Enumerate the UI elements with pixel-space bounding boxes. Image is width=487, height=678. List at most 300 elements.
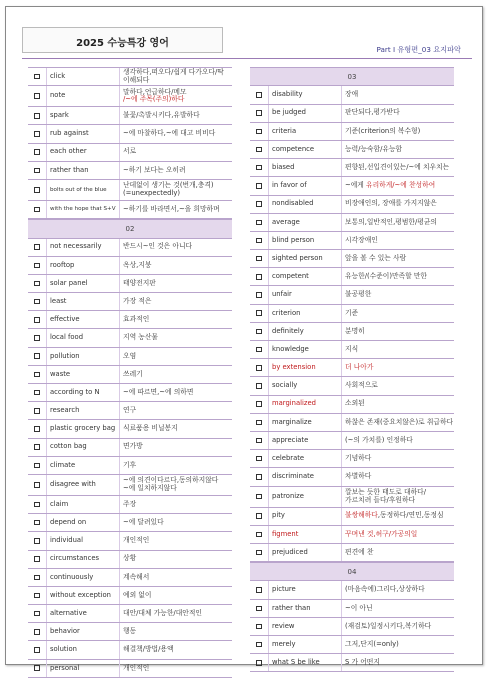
meaning-text — [123, 182, 214, 197]
meaning-line: ~에 마찰하다,~에 대고 비비다 — [123, 129, 216, 138]
meaning-line: ~에 달려있다 — [123, 518, 164, 526]
meaning-text — [123, 112, 200, 119]
meaning-line: 보통의,일반적인,평범한/평균의 — [345, 217, 437, 226]
meaning-text — [345, 182, 435, 189]
vocab-row — [250, 214, 454, 232]
meaning-text — [123, 407, 136, 414]
checkbox-icon — [256, 274, 262, 280]
checkbox-cell — [250, 196, 269, 213]
meaning-text — [345, 512, 444, 519]
english-term: review — [269, 618, 342, 635]
meaning-text — [123, 280, 156, 287]
checkbox-icon — [34, 520, 40, 526]
meaning-line: ~에 따르면,~에 의하면 — [123, 387, 194, 396]
meaning-text — [345, 109, 400, 116]
korean-meaning — [342, 544, 454, 561]
meaning-text — [345, 219, 437, 226]
meaning-line: 반드시~인 것은 아니다 — [123, 242, 193, 251]
meaning-line: 기후 — [123, 460, 137, 469]
english-term: competent — [269, 268, 342, 285]
korean-meaning — [120, 201, 232, 218]
checkbox-cell — [28, 125, 47, 142]
checkbox-cell — [28, 275, 47, 292]
checkbox-cell — [28, 496, 47, 513]
checkbox-cell — [28, 107, 47, 124]
checkbox-cell — [28, 366, 47, 383]
english-term: competence — [269, 141, 342, 158]
meaning-line: 옥상,지붕 — [123, 260, 152, 269]
meaning-line: 하찮은 존재(중요치않은)로 취급하다 — [345, 417, 454, 426]
checkbox-cell — [250, 232, 269, 249]
section-header: 04 — [250, 562, 454, 581]
meaning-line: (재검토)일정시키다,복기하다 — [345, 621, 432, 630]
meaning-text — [123, 592, 151, 599]
english-term: discriminate — [269, 468, 342, 485]
checkbox-icon — [34, 665, 40, 671]
checkbox-cell — [28, 514, 47, 531]
english-term: biased — [269, 159, 342, 176]
vocab-row — [250, 377, 454, 395]
english-term: definitely — [269, 323, 342, 340]
meaning-text — [345, 364, 373, 371]
meaning-line: 예외 없이 — [123, 590, 152, 599]
meaning-line: 시각장애인 — [345, 235, 378, 244]
english-term: appreciate — [269, 432, 342, 449]
english-term: research — [47, 402, 120, 419]
english-term: note — [47, 86, 120, 106]
english-term: patronize — [269, 487, 342, 507]
english-term: rather than — [269, 600, 342, 617]
meaning-text — [123, 243, 192, 250]
korean-meaning — [120, 125, 232, 142]
meaning-text — [123, 555, 136, 562]
korean-meaning — [120, 439, 232, 456]
checkbox-icon — [256, 624, 262, 630]
korean-meaning — [342, 636, 454, 653]
checkbox-cell — [28, 144, 47, 161]
english-term: pollution — [47, 348, 120, 365]
korean-meaning — [120, 293, 232, 310]
meaning-line: 해결책/방법/용액 — [123, 645, 174, 654]
meaning-prefix: ~에게 — [345, 181, 366, 190]
meaning-line: 가장 적은 — [123, 296, 152, 305]
meaning-line: (=unexpectedly) — [123, 188, 181, 197]
meaning-text — [123, 334, 158, 341]
korean-meaning — [120, 239, 232, 256]
page-title: 2025 수능특강 영어 — [76, 38, 169, 49]
checkbox-cell — [250, 141, 269, 158]
meaning-text — [123, 89, 187, 104]
korean-meaning — [342, 86, 454, 103]
korean-meaning — [120, 496, 232, 513]
english-term: each other — [47, 144, 120, 161]
vocab-row — [250, 123, 454, 141]
meaning-text — [345, 489, 426, 504]
meaning-line: 기준 — [345, 308, 359, 317]
meaning-line: 말하다,언급하다/메모 — [123, 87, 187, 96]
meaning-line: 비장애인의, 장애를 가지지않은 — [345, 199, 437, 208]
checkbox-cell — [28, 475, 47, 495]
korean-meaning — [342, 508, 454, 525]
checkbox-icon — [34, 444, 40, 450]
english-term: disability — [269, 86, 342, 103]
korean-meaning — [342, 581, 454, 598]
meaning-line: 지역 농산물 — [123, 333, 158, 342]
meaning-line: 꾸며낸 것,허구/가공의일 — [345, 529, 418, 538]
meaning-line: /~에 주목(주의)하다 — [123, 95, 185, 104]
checkbox-icon — [34, 372, 40, 378]
checkbox-cell — [28, 402, 47, 419]
checkbox-icon — [34, 593, 40, 599]
english-term: individual — [47, 532, 120, 549]
vocab-row — [250, 305, 454, 323]
vocab-row — [28, 329, 232, 347]
meaning-line: 계속해서 — [123, 572, 150, 581]
meaning-text — [345, 310, 358, 317]
korean-meaning — [120, 86, 232, 106]
korean-meaning — [120, 275, 232, 292]
korean-meaning — [120, 180, 232, 200]
english-term: prejudiced — [269, 544, 342, 561]
meaning-line: 판단되다,평가받다 — [345, 108, 400, 117]
english-term: alternative — [47, 605, 120, 622]
meaning-text — [345, 549, 373, 556]
vocab-row — [250, 468, 454, 486]
section-header: 02 — [28, 219, 232, 238]
checkbox-icon — [256, 292, 262, 298]
checkbox-icon — [256, 550, 262, 556]
meaning-text — [123, 262, 151, 269]
checkbox-cell — [28, 311, 47, 328]
english-term: cotton bag — [47, 439, 120, 456]
meaning-text — [123, 477, 218, 492]
english-term: criterion — [269, 305, 342, 322]
meaning-line: 기념하다 — [345, 454, 372, 462]
meaning-line: 편향된,선입견이있는/~에 치우치는 — [345, 163, 450, 171]
checkbox-icon — [256, 438, 262, 444]
checkbox-icon — [34, 482, 40, 488]
meaning-line: ~이 아닌 — [345, 603, 373, 612]
meaning-highlight: 유리하게/~에 찬성하여 — [366, 181, 436, 190]
english-term: criteria — [269, 123, 342, 140]
korean-meaning — [342, 396, 454, 413]
meaning-line: ~에 일치하지않다 — [123, 483, 177, 492]
english-term: solution — [47, 641, 120, 658]
meaning-text — [345, 455, 371, 462]
korean-meaning — [342, 414, 454, 431]
meaning-text — [123, 130, 215, 137]
vocab-row — [250, 600, 454, 618]
english-term: pity — [269, 508, 342, 525]
checkbox-icon — [256, 532, 262, 538]
checkbox-icon — [34, 113, 40, 119]
checkbox-icon — [256, 456, 262, 462]
checkbox-cell — [250, 123, 269, 140]
english-term: picture — [269, 581, 342, 598]
checkbox-icon — [34, 647, 40, 653]
checkbox-icon — [34, 74, 40, 80]
meaning-line: 서로 — [123, 147, 137, 156]
korean-meaning — [342, 305, 454, 322]
page-subtitle: Part I 유형편_03 요지파악 — [376, 45, 461, 54]
english-term: be judged — [269, 105, 342, 122]
checkbox-icon — [256, 606, 262, 612]
korean-meaning — [342, 196, 454, 213]
checkbox-icon — [256, 92, 262, 98]
korean-meaning — [120, 68, 232, 85]
checkbox-cell — [28, 605, 47, 622]
english-term: merely — [269, 636, 342, 653]
checkbox-cell — [28, 162, 47, 179]
right-vocab-column — [250, 67, 454, 672]
korean-meaning — [342, 341, 454, 358]
english-term: sighted person — [269, 250, 342, 267]
korean-meaning — [342, 618, 454, 635]
vocab-row — [250, 105, 454, 123]
checkbox-cell — [250, 105, 269, 122]
vocab-row — [28, 532, 232, 550]
checkbox-icon — [34, 426, 40, 432]
vocab-row — [250, 359, 454, 377]
checkbox-cell — [250, 544, 269, 561]
english-term: figment — [269, 526, 342, 543]
korean-meaning — [120, 366, 232, 383]
checkbox-cell — [28, 623, 47, 640]
korean-meaning — [120, 107, 232, 124]
checkbox-cell — [28, 180, 47, 200]
header-divider — [22, 58, 472, 59]
vocab-row — [250, 508, 454, 526]
english-term: celebrate — [269, 450, 342, 467]
checkbox-cell — [28, 201, 47, 218]
korean-meaning — [120, 605, 232, 622]
vocab-row — [250, 581, 454, 599]
checkbox-cell — [250, 159, 269, 176]
meaning-text — [345, 255, 406, 262]
checkbox-icon — [256, 310, 262, 316]
korean-meaning — [120, 641, 232, 658]
meaning-text — [123, 69, 232, 84]
meaning-line: S 가 어떤지 — [345, 658, 380, 667]
english-term: blind person — [269, 232, 342, 249]
checkbox-icon — [34, 244, 40, 250]
korean-meaning — [342, 232, 454, 249]
checkbox-cell — [28, 569, 47, 586]
meaning-line: (~의 가치를) 인정하다 — [345, 435, 413, 444]
meaning-text — [345, 291, 371, 298]
vocab-row — [28, 623, 232, 641]
meaning-text — [345, 641, 399, 648]
meaning-line: 난데없이 생기는 것(번개,충격) — [123, 181, 214, 190]
meaning-text — [345, 623, 431, 630]
english-term: personal — [47, 660, 120, 677]
korean-meaning — [342, 359, 454, 376]
vocab-row — [250, 232, 454, 250]
meaning-line: 소외된 — [345, 399, 365, 408]
meaning-line: ~에 의견이다르다,동의하지않다 — [123, 476, 219, 485]
vocab-row — [250, 86, 454, 104]
vocab-row — [250, 654, 454, 672]
meaning-suffix: ,동정하다/연민,동정심 — [377, 511, 444, 520]
meaning-text — [123, 167, 186, 174]
meaning-line: 상황 — [123, 554, 137, 563]
meaning-line: 식료품용 비닐봉지 — [123, 424, 178, 433]
meaning-text — [123, 519, 164, 526]
meaning-line: 대안/대체 가능한/대안적인 — [123, 608, 202, 617]
korean-meaning — [342, 323, 454, 340]
english-term: claim — [47, 496, 120, 513]
meaning-text — [123, 537, 149, 544]
korean-meaning — [120, 514, 232, 531]
checkbox-cell — [28, 348, 47, 365]
korean-meaning — [120, 475, 232, 495]
english-term: continuously — [47, 569, 120, 586]
checkbox-cell — [28, 384, 47, 401]
vocab-row — [250, 526, 454, 544]
vocab-row — [250, 159, 454, 177]
checkbox-cell — [250, 487, 269, 507]
vocab-row — [28, 86, 232, 107]
checkbox-cell — [250, 414, 269, 431]
checkbox-icon — [34, 538, 40, 544]
checkbox-icon — [256, 329, 262, 335]
english-term: not necessarily — [47, 239, 120, 256]
vocab-row — [28, 293, 232, 311]
vocab-row — [250, 396, 454, 414]
vocab-row — [28, 420, 232, 438]
meaning-text — [123, 646, 174, 653]
vocab-row — [28, 366, 232, 384]
english-term: what S be like — [269, 654, 342, 671]
meaning-line: 앞을 볼 수 있는 사람 — [345, 253, 407, 262]
korean-meaning — [342, 286, 454, 303]
english-term: with the hope that S+V — [47, 201, 120, 218]
checkbox-icon — [256, 513, 262, 519]
checkbox-cell — [28, 239, 47, 256]
english-term: least — [47, 293, 120, 310]
vocab-row — [28, 402, 232, 420]
meaning-text — [345, 164, 449, 171]
checkbox-icon — [34, 575, 40, 581]
english-term: socially — [269, 377, 342, 394]
english-term: marginalized — [269, 396, 342, 413]
korean-meaning — [120, 551, 232, 568]
english-term: marginalize — [269, 414, 342, 431]
checkbox-icon — [34, 408, 40, 414]
checkbox-icon — [34, 299, 40, 305]
english-term: in favor of — [269, 177, 342, 194]
checkbox-icon — [256, 587, 262, 593]
meaning-text — [123, 462, 136, 469]
vocab-row — [28, 348, 232, 366]
meaning-text — [123, 425, 178, 432]
meaning-text — [345, 200, 437, 207]
meaning-line: 그저,단지(=only) — [345, 639, 399, 648]
korean-meaning — [120, 660, 232, 677]
korean-meaning — [120, 587, 232, 604]
meaning-line: 가르치려 들다/후원하다 — [345, 495, 416, 504]
vocab-row — [250, 636, 454, 654]
meaning-text — [123, 501, 136, 508]
korean-meaning — [120, 402, 232, 419]
vocab-row — [28, 162, 232, 180]
english-term: local food — [47, 329, 120, 346]
meaning-text — [123, 148, 136, 155]
english-term: rooftop — [47, 257, 120, 274]
meaning-text — [123, 574, 149, 581]
meaning-line: 유능한/(수준이)만족할 만한 — [345, 272, 427, 281]
checkbox-icon — [256, 365, 262, 371]
checkbox-icon — [256, 220, 262, 226]
checkbox-icon — [34, 556, 40, 562]
meaning-line: 지식 — [345, 344, 359, 353]
vocab-row — [250, 432, 454, 450]
meaning-text — [345, 419, 453, 426]
title-box — [22, 27, 223, 53]
checkbox-icon — [34, 93, 40, 99]
korean-meaning — [342, 250, 454, 267]
meaning-line: (마음속에)그리다,상상하다 — [345, 585, 425, 594]
korean-meaning — [120, 311, 232, 328]
english-term: depend on — [47, 514, 120, 531]
checkbox-icon — [34, 317, 40, 323]
checkbox-cell — [250, 305, 269, 322]
english-term: average — [269, 214, 342, 231]
meaning-text — [345, 437, 413, 444]
checkbox-cell — [28, 257, 47, 274]
korean-meaning — [120, 623, 232, 640]
meaning-line: 쓰레기 — [123, 369, 143, 378]
checkbox-cell — [250, 396, 269, 413]
vocab-row — [250, 250, 454, 268]
meaning-text — [123, 665, 149, 672]
vocab-row — [28, 275, 232, 293]
meaning-text — [345, 328, 365, 335]
vocab-row — [250, 487, 454, 508]
korean-meaning — [120, 420, 232, 437]
checkbox-cell — [250, 177, 269, 194]
checkbox-icon — [34, 131, 40, 137]
checkbox-icon — [34, 281, 40, 287]
english-term: rather than — [47, 162, 120, 179]
vocab-row — [250, 177, 454, 195]
checkbox-cell — [250, 86, 269, 103]
korean-meaning — [120, 384, 232, 401]
vocab-row — [28, 125, 232, 143]
korean-meaning — [120, 257, 232, 274]
english-term: circumstances — [47, 551, 120, 568]
section-header: 03 — [250, 67, 454, 86]
meaning-line: 연구 — [123, 406, 137, 415]
checkbox-icon — [34, 463, 40, 469]
korean-meaning — [342, 268, 454, 285]
meaning-text — [123, 298, 151, 305]
meaning-text — [345, 128, 420, 135]
korean-meaning — [120, 162, 232, 179]
checkbox-icon — [34, 207, 40, 213]
checkbox-icon — [256, 474, 262, 480]
vocab-row — [28, 311, 232, 329]
checkbox-cell — [250, 581, 269, 598]
checkbox-icon — [256, 165, 262, 171]
checkbox-icon — [256, 110, 262, 116]
english-term: waste — [47, 366, 120, 383]
vocab-row — [28, 144, 232, 162]
meaning-text — [123, 443, 143, 450]
meaning-line: 불공평한 — [345, 290, 372, 299]
vocab-row — [28, 551, 232, 569]
meaning-text — [345, 237, 378, 244]
